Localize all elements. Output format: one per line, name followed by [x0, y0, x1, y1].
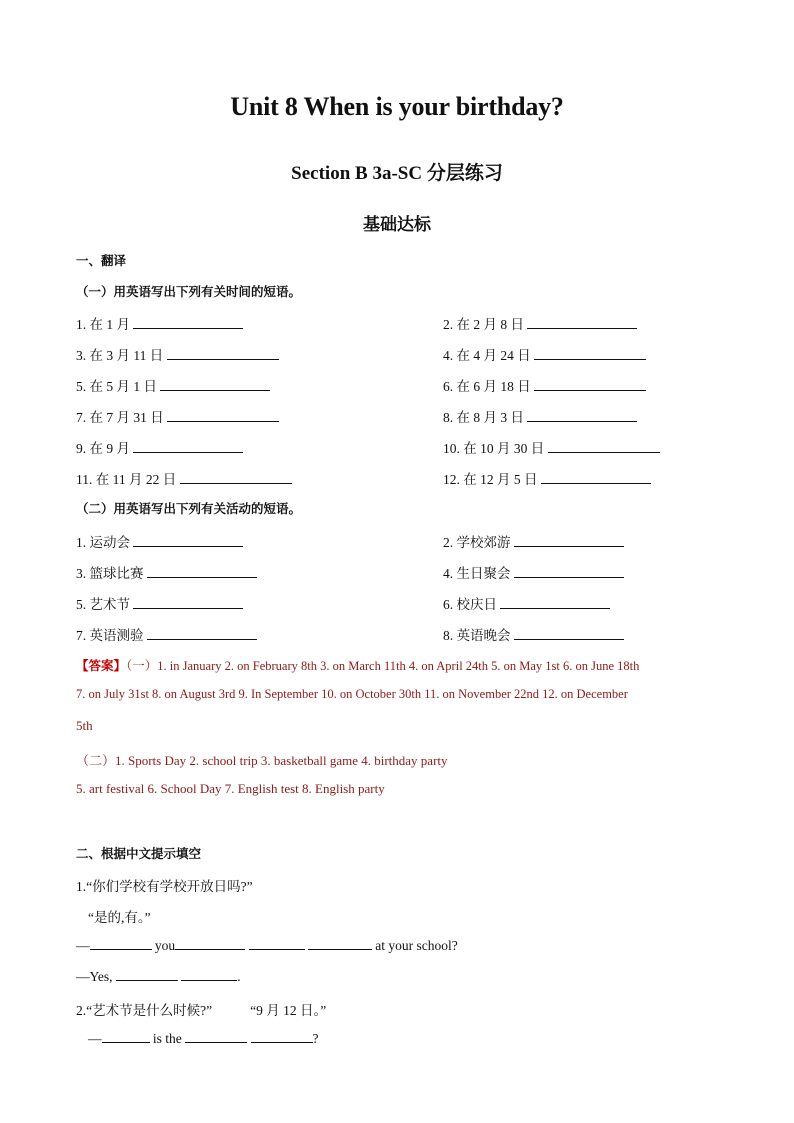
answer-line: 【答案】（一）1. in January 2. on February 8th 3. on March 11th 4. on April 24th 5. on May 1st 6. on June 18th: [76, 659, 640, 673]
level-heading: 基础达标: [363, 215, 431, 234]
answer-blank[interactable]: [500, 596, 610, 609]
activity-item: 4. 生日聚会: [443, 562, 624, 582]
part1-heading: 一、翻译: [76, 253, 127, 268]
answer-blank[interactable]: [185, 1030, 247, 1043]
q1-english-reply: —Yes, .: [76, 969, 241, 984]
time-item: 6. 在 6 月 18 日: [443, 375, 646, 395]
time-item: 1. 在 1 月: [76, 313, 243, 333]
answer-line: （二）1. Sports Day 2. school trip 3. basketball game 4. birthday party: [76, 753, 448, 768]
time-item: 2. 在 2 月 8 日: [443, 313, 637, 333]
time-item: 11. 在 11 月 22 日: [76, 468, 292, 488]
answer-blank[interactable]: [90, 937, 152, 950]
answer-blank[interactable]: [548, 440, 660, 453]
answer-blank[interactable]: [160, 378, 270, 391]
activity-item: 2. 学校郊游: [443, 531, 624, 551]
activity-item: 8. 英语晚会: [443, 624, 624, 644]
activity-item: 6. 校庆日: [443, 593, 610, 613]
time-item: 8. 在 8 月 3 日: [443, 406, 637, 426]
part1-sub2-heading: （二）用英语写出下列有关活动的短语。: [76, 501, 302, 516]
time-item: 3. 在 3 月 11 日: [76, 344, 279, 364]
activity-item: 5. 艺术节: [76, 593, 243, 613]
answer-blank[interactable]: [251, 1030, 313, 1043]
answer-blank[interactable]: [175, 937, 245, 950]
activity-item: 7. 英语测验: [76, 624, 257, 644]
answer-blank[interactable]: [133, 596, 243, 609]
answer-blank[interactable]: [102, 1030, 150, 1043]
q1-english: — you at your school?: [76, 938, 458, 953]
page-title: Unit 8 When is your birthday?: [230, 92, 564, 121]
answer-line: 7. on July 31st 8. on August 3rd 9. In September 10. on October 30th 11. on November 22nd 12. on December: [76, 687, 628, 701]
answer-blank[interactable]: [147, 565, 257, 578]
time-item: 7. 在 7 月 31 日: [76, 406, 279, 426]
answer-blank[interactable]: [514, 565, 624, 578]
answer-blank[interactable]: [181, 968, 237, 981]
time-item: 4. 在 4 月 24 日: [443, 344, 646, 364]
q2-english: — is the ?: [88, 1031, 319, 1046]
time-item: 12. 在 12 月 5 日: [443, 468, 651, 488]
answer-line: 5. art festival 6. School Day 7. English test 8. English party: [76, 781, 385, 796]
answer-blank[interactable]: [514, 627, 624, 640]
answer-blank[interactable]: [527, 316, 637, 329]
answer-blank[interactable]: [180, 471, 292, 484]
answer-blank[interactable]: [514, 534, 624, 547]
answer-blank[interactable]: [534, 347, 646, 360]
answer-blank[interactable]: [133, 440, 243, 453]
q1-chinese: 1.“你们学校有学校开放日吗?”: [76, 879, 253, 894]
part2-heading: 二、根据中文提示填空: [76, 846, 202, 861]
answer-line: 5th: [76, 718, 93, 733]
answer-blank[interactable]: [133, 534, 243, 547]
q2-chinese: 2.“艺术节是什么时候?” “9 月 12 日。”: [76, 1003, 327, 1018]
answer-blank[interactable]: [249, 937, 305, 950]
answer-blank[interactable]: [116, 968, 178, 981]
answer-tag: 【答案】: [76, 659, 127, 673]
answer-blank[interactable]: [534, 378, 646, 391]
answer-blank[interactable]: [167, 409, 279, 422]
answer-blank[interactable]: [167, 347, 279, 360]
answer-blank[interactable]: [527, 409, 637, 422]
answer-blank[interactable]: [308, 937, 372, 950]
activity-item: 3. 篮球比赛: [76, 562, 257, 582]
part1-sub1-heading: （一）用英语写出下列有关时间的短语。: [76, 284, 302, 299]
answer-blank[interactable]: [133, 316, 243, 329]
q2-chinese-answer: “9 月 12 日。”: [250, 1003, 327, 1018]
section-subtitle: Section B 3a-SC 分层练习: [291, 163, 503, 184]
time-item: 9. 在 9 月: [76, 437, 243, 457]
activity-item: 1. 运动会: [76, 531, 243, 551]
q1-chinese-reply: “是的,有。”: [88, 910, 151, 925]
answer-blank[interactable]: [147, 627, 257, 640]
answer-blank[interactable]: [541, 471, 651, 484]
time-item: 5. 在 5 月 1 日: [76, 375, 270, 395]
time-item: 10. 在 10 月 30 日: [443, 437, 660, 457]
